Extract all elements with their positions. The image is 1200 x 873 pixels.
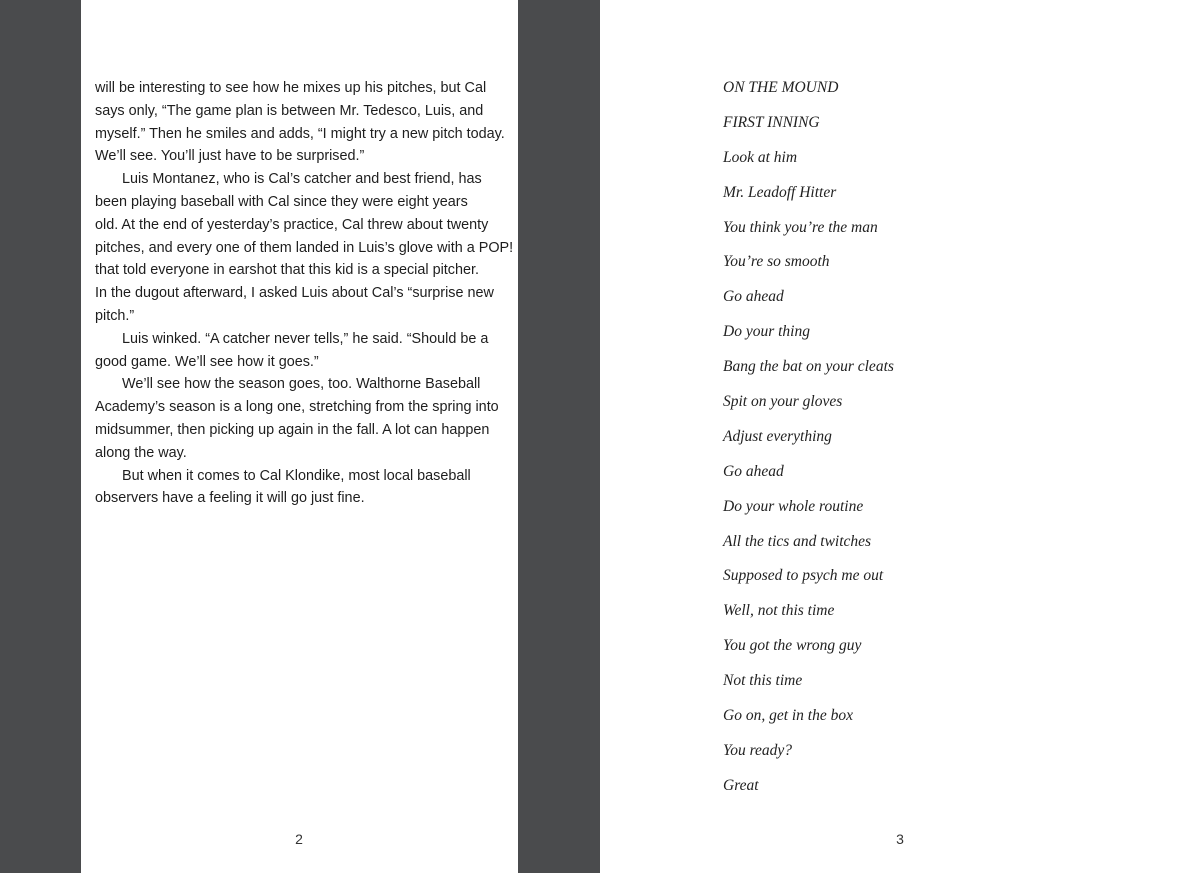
text-line: been playing baseball with Cal since they were eight years — [95, 193, 468, 210]
prose-text — [95, 77, 515, 510]
verse-line: Not this time — [723, 672, 803, 690]
verse-line: Do your whole routine — [723, 497, 864, 515]
verse-line: Spit on your gloves — [723, 393, 843, 411]
text-line: We’ll see. You’ll just have to be surprised.” — [95, 148, 365, 165]
text-line: observers have a feeling it will go just fine. — [95, 490, 365, 507]
text-line: along the way. — [95, 444, 187, 461]
text-line: Luis winked. “A catcher never tells,” he said. “Should be a — [122, 330, 489, 347]
text-line: But when it comes to Cal Klondike, most local baseball — [122, 467, 471, 484]
text-line: Luis Montanez, who is Cal’s catcher and best friend, has — [122, 171, 482, 188]
verse-line: Great — [723, 776, 759, 794]
verse-line: Adjust everything — [723, 427, 832, 445]
text-line: midsummer, then picking up again in the fall. A lot can happen — [95, 421, 490, 438]
verse-line: ON THE MOUND — [723, 79, 839, 96]
verse-line: You’re so smooth — [723, 253, 830, 271]
verse-lines — [723, 76, 894, 809]
text-line: In the dugout afterward, I asked Luis about Cal’s “surprise new — [95, 285, 494, 302]
verse-line: Bang the bat on your cleats — [723, 358, 894, 376]
left-page — [81, 0, 518, 873]
verse-line: You think you’re the man — [723, 218, 878, 236]
verse-line: Go ahead — [723, 462, 784, 480]
paragraph — [95, 465, 515, 511]
verse-line: Go on, get in the box — [723, 707, 854, 725]
verse-line: Well, not this time — [723, 602, 835, 620]
text-line: myself.” Then he smiles and adds, “I might try a new pitch today. — [95, 125, 505, 142]
verse-line: Look at him — [723, 148, 798, 166]
paragraph — [95, 328, 515, 374]
page-number-left: 2 — [295, 831, 303, 847]
verse-line: You got the wrong guy — [723, 637, 862, 655]
verse-line: You ready? — [723, 741, 793, 759]
text-line: pitches, and every one of them landed in Luis’s glove with a POP! — [95, 239, 514, 256]
verse-line: Do your thing — [723, 323, 810, 341]
paragraph — [95, 373, 515, 464]
page-number-right: 3 — [896, 831, 904, 847]
right-page — [600, 0, 1200, 873]
text-line: We’ll see how the season goes, too. Walthorne Baseball — [122, 376, 481, 393]
text-line: old. At the end of yesterday’s practice, Cal threw about twenty — [95, 216, 489, 233]
text-line: says only, “The game plan is between Mr. Tedesco, Luis, and — [95, 102, 484, 119]
paragraph — [95, 168, 515, 328]
text-line: that told everyone in earshot that this kid is a special pitcher. — [95, 262, 479, 279]
verse-line: All the tics and twitches — [723, 532, 872, 550]
text-line: pitch.” — [95, 307, 135, 324]
verse-line: Go ahead — [723, 288, 784, 306]
verse-line: FIRST INNING — [723, 113, 820, 131]
text-line: Academy’s season is a long one, stretching from the spring into — [95, 399, 499, 416]
verse-line: Supposed to psych me out — [723, 567, 884, 585]
text-line: good game. We’ll see how it goes.” — [95, 353, 319, 370]
text-line: will be interesting to see how he mixes up his pitches, but Cal — [95, 80, 487, 96]
paragraph — [95, 77, 515, 168]
verse-line: Mr. Leadoff Hitter — [723, 183, 837, 201]
